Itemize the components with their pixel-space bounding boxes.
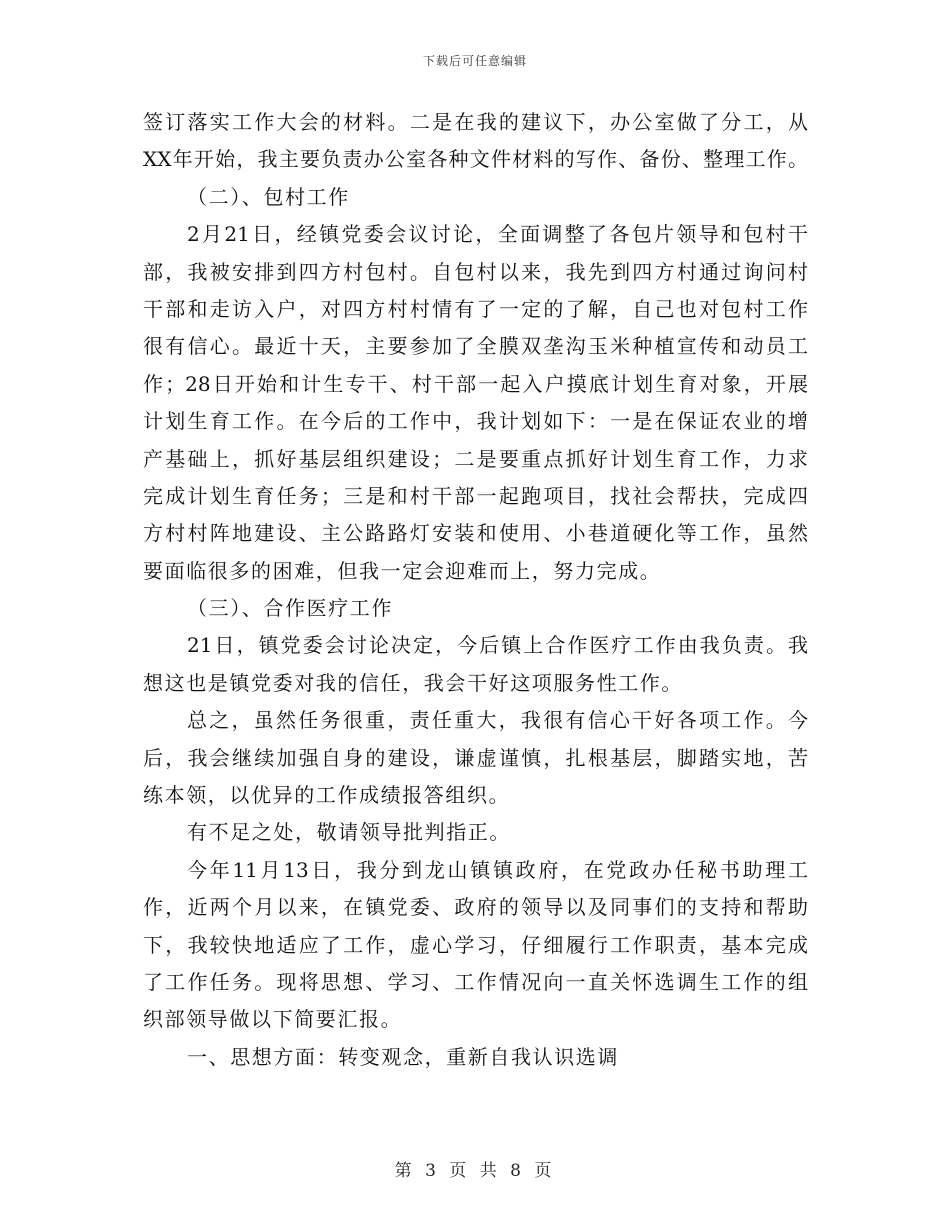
text-line: 干部和走访入户，对四方村村情有了一定的了解，自己也对包村工作 [143,296,808,321]
text-line: 想这也是镇党委对我的信任，我会干好这项服务性工作。 [143,670,683,695]
text-line: 下，我较快地适应了工作，虚心学习，仔细履行工作职责，基本完成 [143,932,808,957]
text-line: 计划生育工作。在今后的工作中，我计划如下：一是在保证农业的增 [143,409,808,434]
text-line: 作，近两个月以来，在镇党委、政府的领导以及同事们的支持和帮助 [143,895,808,920]
text-line: （三）、合作医疗工作 [187,596,393,621]
text-line: 要面临很多的困难，但我一定会迎难而上，努力完成。 [143,558,662,583]
text-line: （二）、包村工作 [187,184,350,209]
document-body [143,104,808,1076]
page-header-note: 下载后可任意编辑 [422,54,527,68]
text-line: 练本领，以优异的工作成绩报答组织。 [143,783,511,808]
text-line: 部，我被安排到四方村包村。自包村以来，我先到四方村通过询问村 [143,259,808,284]
text-line: XX年开始，我主要负责办公室各种文件材料的写作、备份、整理工作。 [143,147,808,172]
text-line: 签订落实工作大会的材料。二是在我的建议下，办公室做了分工，从 [143,110,808,134]
text-line: 一、思想方面：转变观念，重新自我认识选调 [187,1044,619,1069]
page-number-footer: 第 3 页 共 8 页 [394,1161,556,1181]
text-line: 今年11月13日，我分到龙山镇镇政府，在党政办任秘书助理工 [187,857,808,882]
text-line: 织部领导做以下简要汇报。 [143,1007,403,1032]
text-line: 产基础上，抓好基层组织建设；二是要重点抓好计划生育工作，力求 [143,446,808,471]
text-line: 完成计划生育任务；三是和村干部一起跑项目，找社会帮扶，完成四 [143,483,808,508]
text-line: 了工作任务。现将思想、学习、工作情况向一直关怀选调生工作的组 [143,969,808,994]
text-line: 总之，虽然任务很重，责任重大，我很有信心干好各项工作。今 [187,708,808,733]
text-line: 方村村阵地建设、主公路路灯安装和使用、小巷道硬化等工作，虽然 [143,521,808,546]
text-line: 很有信心。最近十天，主要参加了全膜双垄沟玉米种植宣传和动员工 [143,334,808,359]
text-line: 2月21日，经镇党委会议讨论，全面调整了各包片领导和包村干 [187,222,808,247]
text-line: 有不足之处，敬请领导批判指正。 [187,820,511,845]
text-line: 作；28日开始和计生专干、村干部一起入户摸底计划生育对象，开展 [143,371,808,396]
text-line: 21日，镇党委会讨论决定，今后镇上合作医疗工作由我负责。我 [187,633,808,658]
text-line: 后，我会继续加强自身的建设，谦虚谨慎，扎根基层，脚踏实地，苦 [143,745,808,770]
